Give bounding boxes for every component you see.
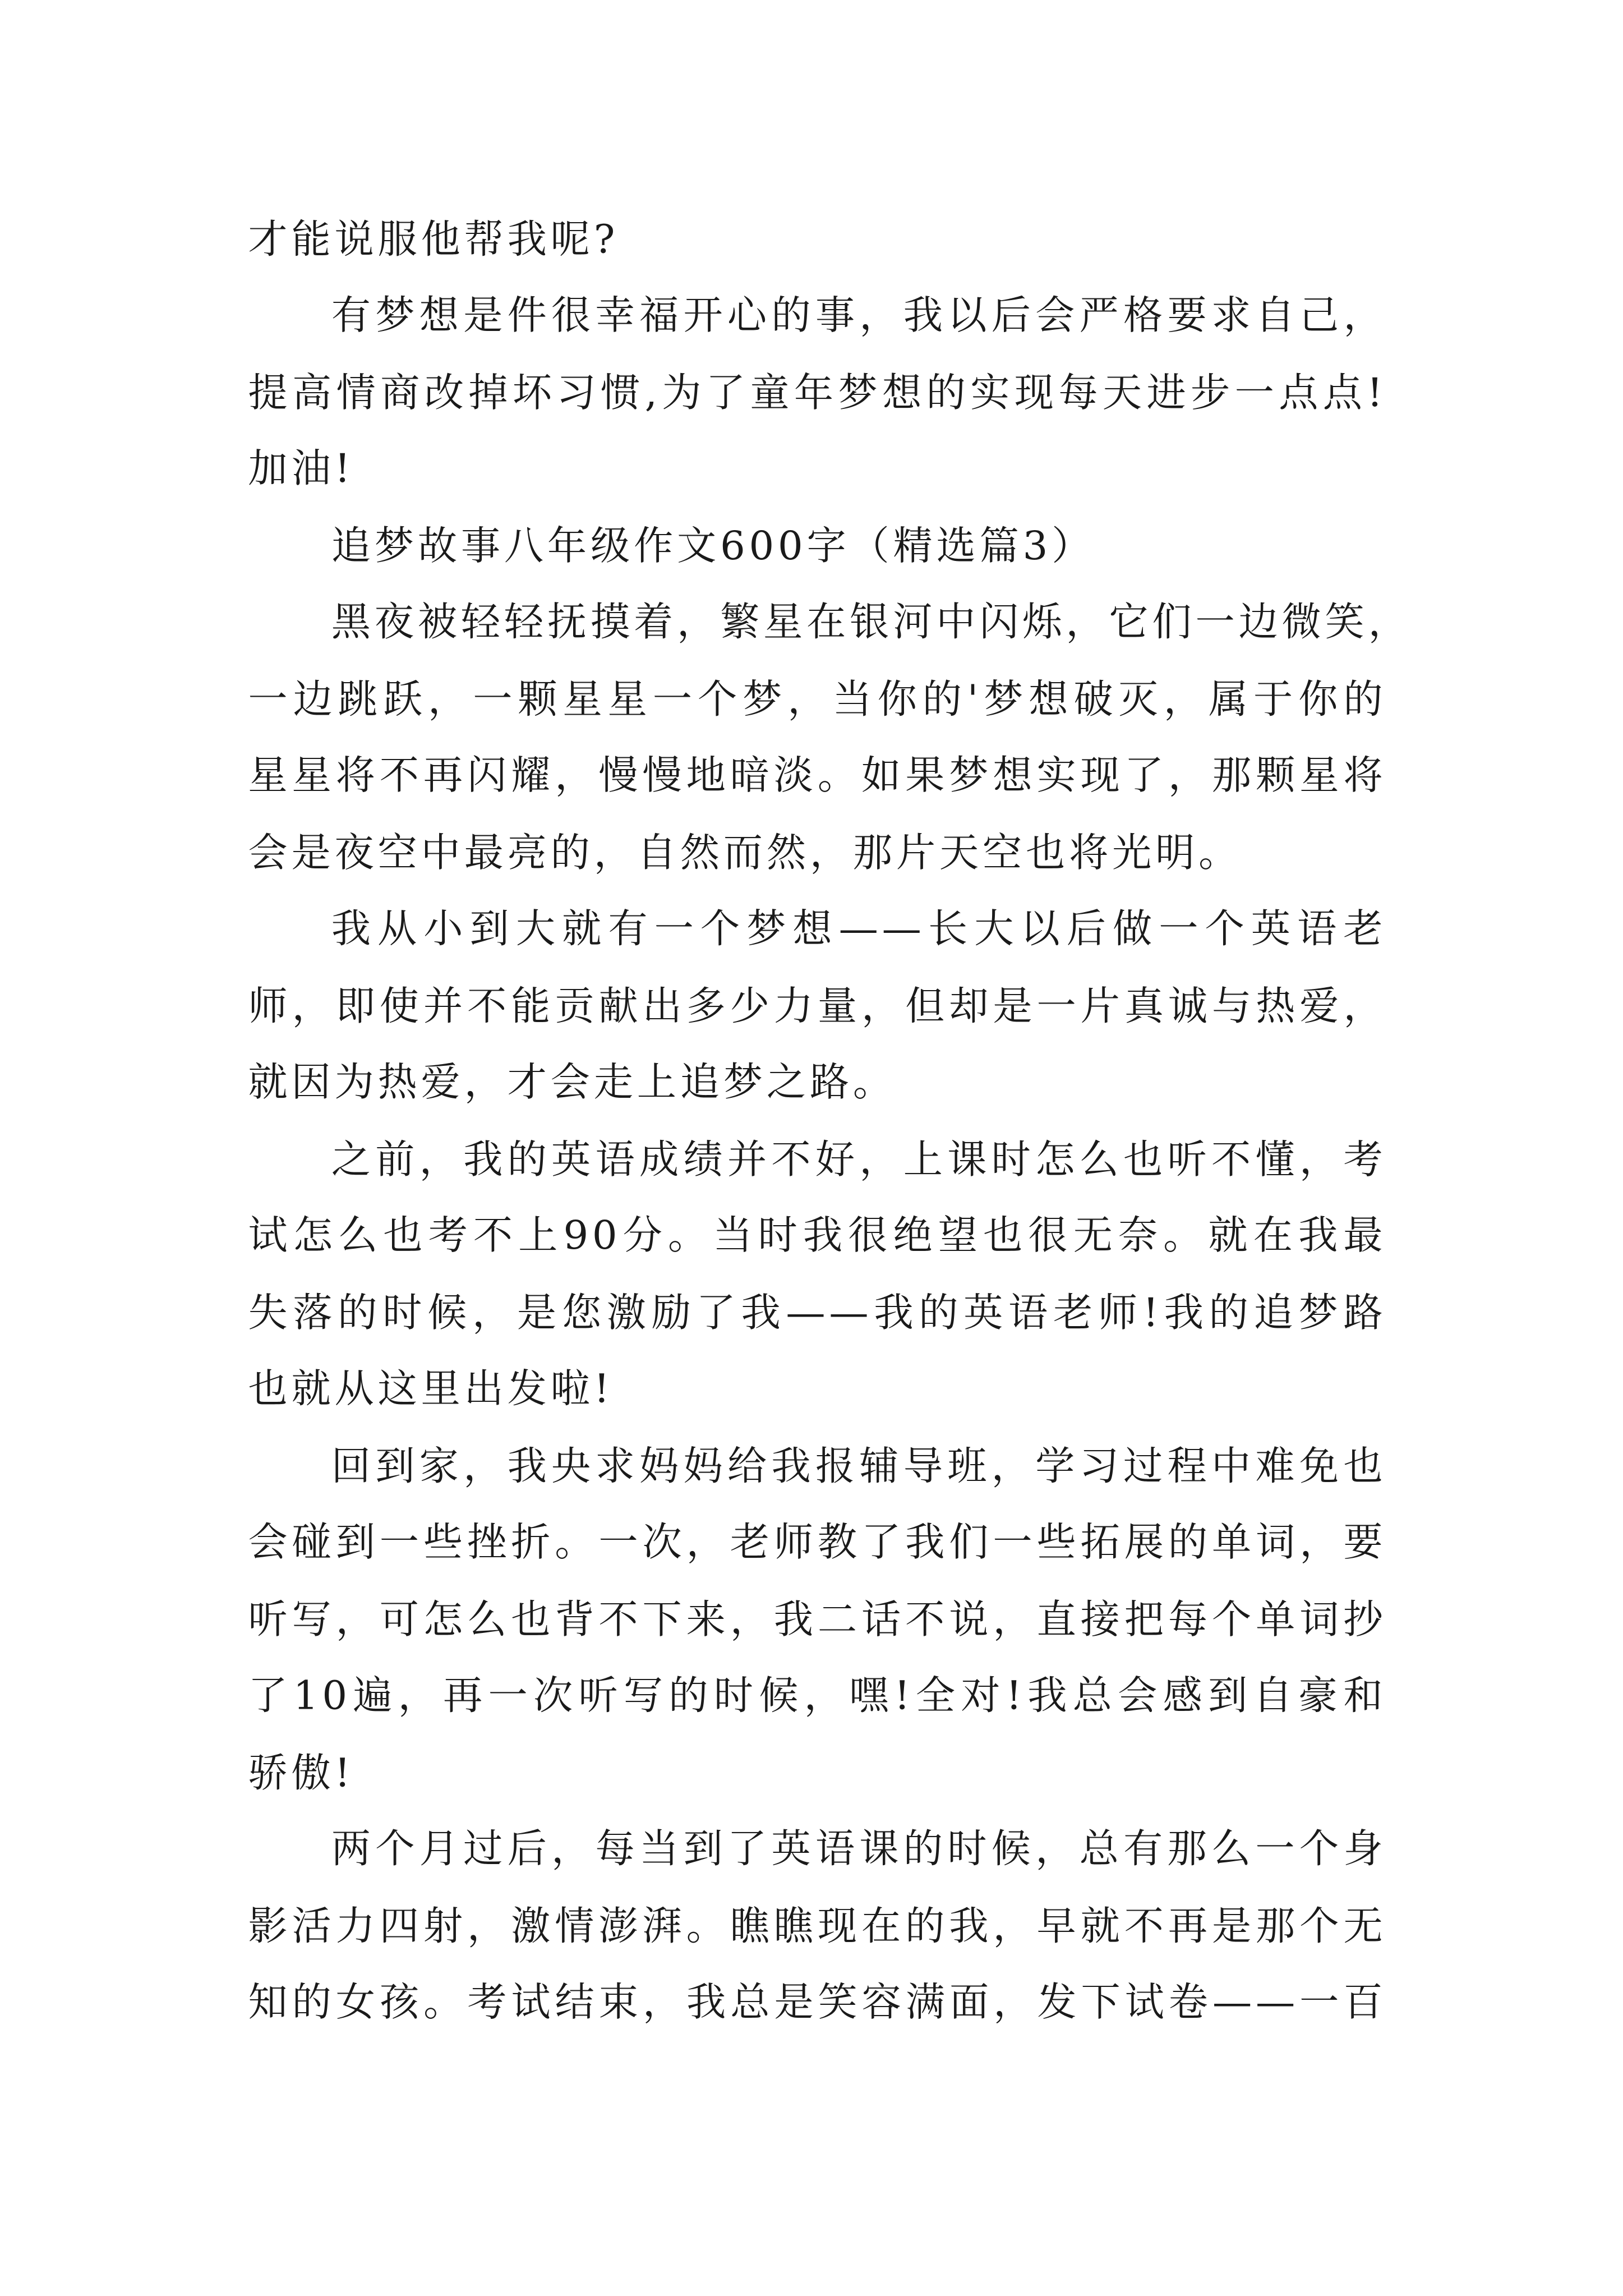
text-line: 也就从这里出发啦!: [248, 1367, 614, 1412]
text-line: 骄傲!: [248, 1751, 354, 1797]
text-line: 会碰到一些挫折。一次，老师教了我们一些拓展的单词，要: [248, 1520, 1387, 1566]
paragraph-first-line: 两个月过后，每当到了英语课的时候，总有那么一个身: [331, 1827, 1387, 1872]
text-line: 听写，可怎么也背不下来，我二话不说，直接把每个单词抄: [248, 1598, 1387, 1644]
text-line: 失落的时候，是您激励了我——我的英语老师!我的追梦路: [248, 1291, 1387, 1337]
text-line: 影活力四射，激情澎湃。瞧瞧现在的我，早就不再是那个无: [248, 1904, 1387, 1950]
paragraph-first-line: 回到家，我央求妈妈给我报辅导班，学习过程中难免也: [331, 1444, 1387, 1490]
paragraph-first-line: 我从小到大就有一个梦想——长大以后做一个英语老: [331, 907, 1387, 953]
text-line: 了10遍，再一次听写的时候，嘿!全对!我总会感到自豪和: [248, 1673, 1387, 1719]
text-line: 星星将不再闪耀，慢慢地暗淡。如果梦想实现了，那颗星将: [248, 753, 1387, 799]
text-line: 提高情商改掉坏习惯,为了童年梦想的实现每天进步一点点!: [248, 371, 1387, 417]
section-heading: 追梦故事八年级作文600字（精选篇3）: [331, 524, 1095, 570]
text-line: 就因为热爱，才会走上追梦之路。: [248, 1060, 896, 1106]
text-line: 会是夜空中最亮的，自然而然，那片天空也将光明。: [248, 831, 1242, 877]
paragraph-first-line: 有梦想是件很幸福开心的事，我以后会严格要求自己，: [331, 293, 1387, 339]
text-line: 知的女孩。考试结束，我总是笑容满面，发下试卷——一百: [248, 1980, 1387, 2026]
text-line: 才能说服他帮我呢?: [248, 217, 619, 263]
text-line: 试怎么也考不上90分。当时我很绝望也很无奈。就在我最: [248, 1213, 1387, 1259]
text-line: 一边跳跃，一颗星星一个梦，当你的'梦想破灭，属于你的: [248, 678, 1387, 723]
text-line: 师，即使并不能贡献出多少力量，但却是一片真诚与热爱，: [248, 984, 1387, 1030]
paragraph-first-line: 之前，我的英语成绩并不好，上课时怎么也听不懂，考: [331, 1138, 1387, 1183]
paragraph-first-line: 黑夜被轻轻抚摸着，繁星在银河中闪烁，它们一边微笑，: [331, 600, 1412, 646]
text-line: 加油!: [248, 447, 354, 493]
